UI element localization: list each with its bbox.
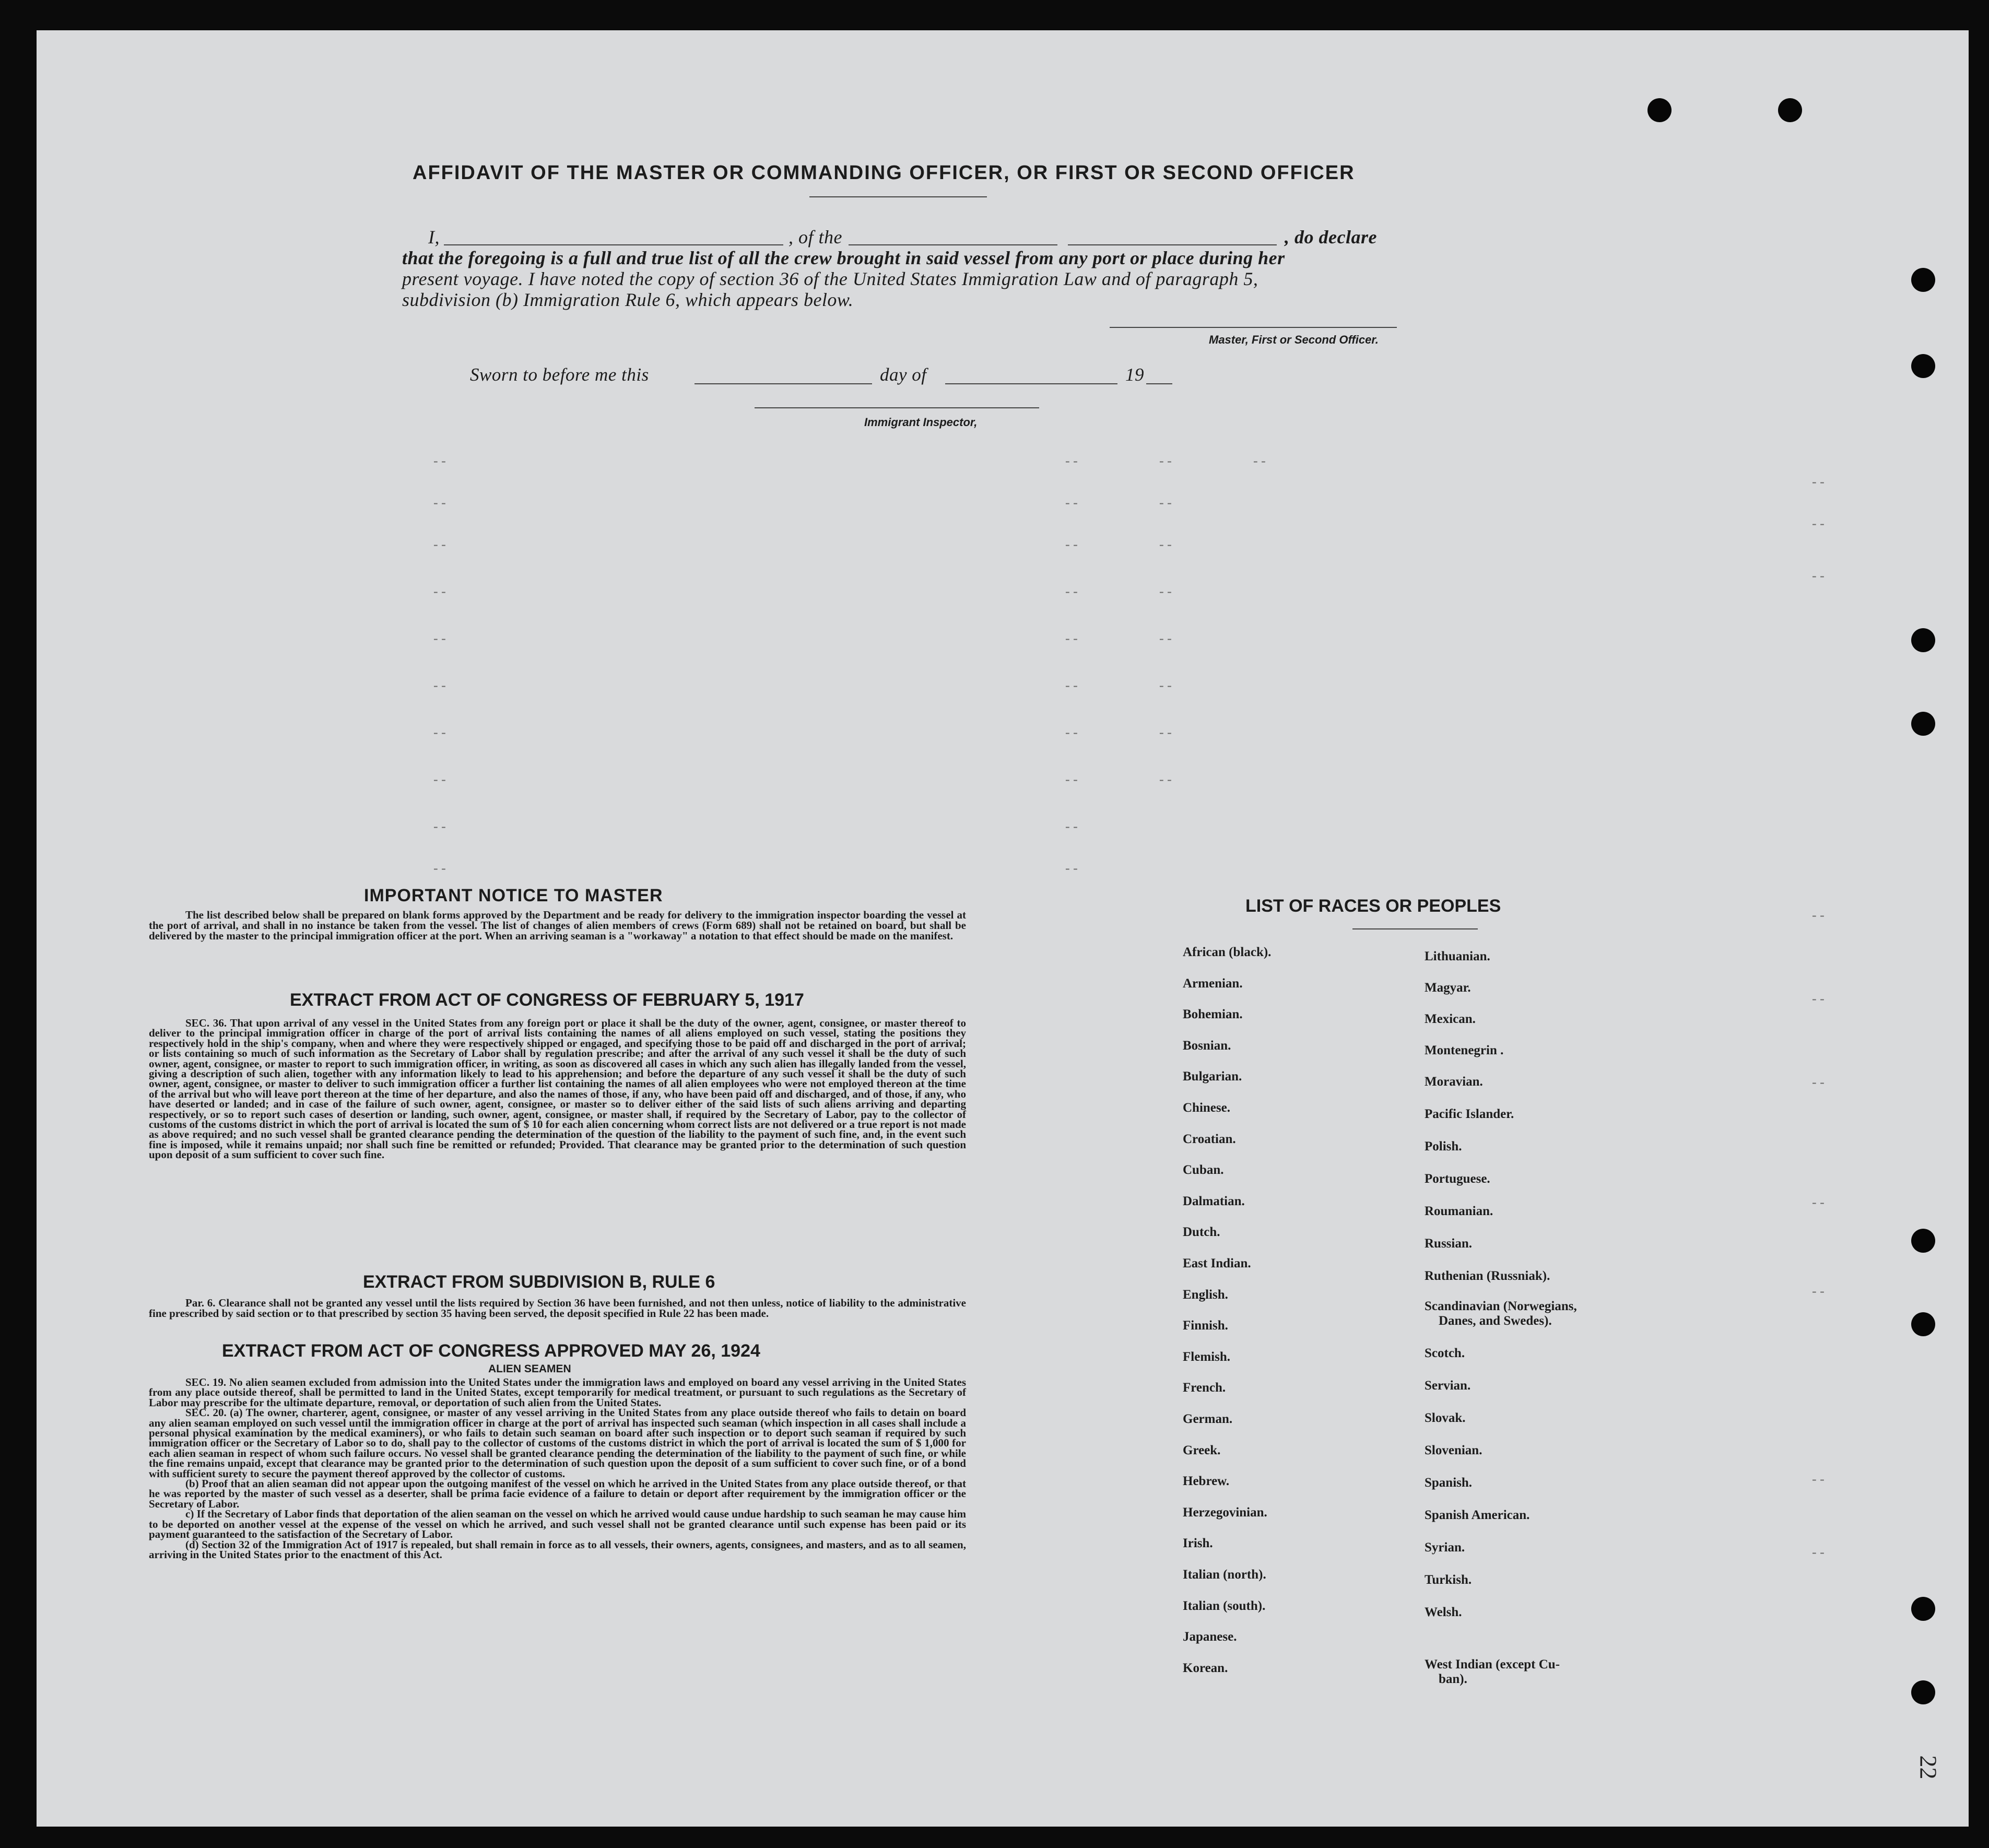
year-label: 19 bbox=[1125, 364, 1144, 385]
race-item: Turkish. bbox=[1425, 1573, 1472, 1587]
declarant-label: I, bbox=[428, 227, 440, 248]
ditto-mark: - - bbox=[1159, 495, 1172, 510]
race-item: African (black). bbox=[1183, 945, 1272, 959]
ditto-mark: - - bbox=[1159, 537, 1172, 552]
ditto-mark: - - bbox=[433, 725, 446, 740]
inspector-caption: Immigrant Inspector, bbox=[864, 416, 978, 429]
alien-seamen-subtitle: ALIEN SEAMEN bbox=[488, 1363, 571, 1375]
vessel-blank-2[interactable] bbox=[1068, 244, 1277, 245]
binder-hole bbox=[1911, 628, 1935, 652]
binder-hole bbox=[1911, 1597, 1935, 1621]
sec20d-paragraph: (d) Section 32 of the Immigration Act of 1917 is repealed, but shall remain in force as to all vessels, their owners, agents, consignees, and masters, and as to all seamen, arriving in the United States prior to the enactment of this Act. bbox=[149, 1538, 966, 1561]
month-blank[interactable] bbox=[945, 383, 1117, 384]
ditto-mark: - - bbox=[1812, 991, 1825, 1006]
ditto-mark: - - bbox=[433, 819, 446, 834]
race-item: ban). bbox=[1439, 1672, 1467, 1686]
ditto-mark: - - bbox=[1065, 725, 1078, 740]
race-item: East Indian. bbox=[1183, 1256, 1251, 1270]
binder-hole bbox=[1911, 1229, 1935, 1253]
ditto-mark: - - bbox=[1812, 1075, 1825, 1090]
year-blank[interactable] bbox=[1146, 383, 1172, 384]
race-item: Italian (north). bbox=[1183, 1568, 1266, 1582]
ditto-mark: - - bbox=[1065, 819, 1078, 834]
race-item: German. bbox=[1183, 1412, 1233, 1426]
sec19-paragraph: SEC. 19. No alien seamen excluded from admission into the United States under the immigration laws and employed on board any vessel arriving in the United States from any place outside thereof, shall be permitted to land in the United States, except temporarily for medical treatment, or pursuant to such regulations as the Secretary of Labor may prescribe for the ultimate departure, removal, or deportation of such alien from the United States. bbox=[149, 1376, 966, 1409]
declaration-line-4: subdivision (b) Immigration Rule 6, which appears below. bbox=[402, 289, 854, 310]
race-item: Korean. bbox=[1183, 1661, 1228, 1675]
ditto-mark: - - bbox=[1065, 631, 1078, 646]
race-item: Bosnian. bbox=[1183, 1038, 1231, 1053]
race-item: Moravian. bbox=[1425, 1075, 1483, 1089]
ditto-mark: - - bbox=[433, 631, 446, 646]
ditto-mark: - - bbox=[1812, 1545, 1825, 1560]
extract-1917-title: EXTRACT FROM ACT OF CONGRESS OF FEBRUARY 5, 1917 bbox=[290, 990, 804, 1010]
sec20a-paragraph: SEC. 20. (a) The owner, charterer, agent, consignee, or master of any vessel arriving in the United States from any place outside thereof who fails to detain on board any alien seaman employed on such vessel until the immigration officer in charge at the port of arrival has inspected such seaman (which inspection in all cases shall include a personal physical examination by the medical examiners), or who fails to detain such seaman on board after such inspection or to deport such seaman if required by such immigration officer or the Secretary of Labor so to do, shall pay to the collector of customs of the customs district in which the port of arrival is located the sum of $ 1,000 for each alien seaman in respect of whom such failure occurs. No vessel shall be granted clearance pending the determination of the liability to the payment of such fine, or while the fine remains unpaid, except that clearance may be granted prior to the determination of such question upon the deposit of a sum sufficient to cover such fine, or of a bond with sufficient surety to secure the payment thereof approved by the collector of customs. bbox=[149, 1406, 966, 1480]
ditto-mark: - - bbox=[1065, 584, 1078, 599]
ditto-mark: - - bbox=[1065, 537, 1078, 552]
race-item: Spanish American. bbox=[1425, 1508, 1530, 1522]
race-item: West Indian (except Cu- bbox=[1425, 1657, 1560, 1672]
race-item: Welsh. bbox=[1425, 1605, 1462, 1619]
race-item: Hebrew. bbox=[1183, 1474, 1230, 1489]
extract-1917-text bbox=[149, 1018, 966, 1160]
ditto-mark: - - bbox=[1065, 453, 1078, 468]
extract-rule6-text bbox=[149, 1298, 966, 1319]
races-underline bbox=[1352, 928, 1478, 929]
race-item: Dutch. bbox=[1183, 1225, 1220, 1240]
binder-hole bbox=[1911, 1312, 1935, 1336]
notice-text bbox=[149, 910, 966, 941]
ditto-mark: - - bbox=[1812, 516, 1825, 531]
ditto-mark: - - bbox=[1159, 772, 1172, 787]
title-underline bbox=[809, 196, 987, 197]
ditto-mark: - - bbox=[1812, 474, 1825, 489]
notice-paragraph: The list described below shall be prepared on blank forms approved by the Department and be ready for delivery to the immigration inspector boarding the vessel at the port of arrival, and shall in no instance be taken from the vessel. The list of changes of alien members of crews (Form 689) shall not be retained on board, but shall be delivered by the master to the principal immigration officer at the port. When an arriving seaman is a "workaway" a notation to that effect should be made on the manifest. bbox=[149, 909, 966, 942]
ditto-mark: - - bbox=[1812, 568, 1825, 583]
races-title: LIST OF RACES OR PEOPLES bbox=[1245, 896, 1501, 916]
race-item: Portuguese. bbox=[1425, 1172, 1490, 1186]
ditto-mark: - - bbox=[1065, 772, 1078, 787]
extract-rule6-title: EXTRACT FROM SUBDIVISION B, RULE 6 bbox=[363, 1272, 715, 1292]
race-item: Irish. bbox=[1183, 1536, 1213, 1551]
race-item: Armenian. bbox=[1183, 976, 1243, 991]
race-item: Pacific Islander. bbox=[1425, 1107, 1514, 1121]
binder-hole bbox=[1778, 98, 1802, 122]
sworn-day-blank[interactable] bbox=[695, 383, 872, 384]
name-blank[interactable] bbox=[444, 244, 783, 245]
extract-1924-text bbox=[149, 1378, 966, 1560]
race-item: Magyar. bbox=[1425, 981, 1471, 995]
ditto-mark: - - bbox=[433, 453, 446, 468]
ditto-mark: - - bbox=[433, 772, 446, 787]
master-signature-line[interactable] bbox=[1110, 327, 1397, 328]
binder-hole bbox=[1911, 712, 1935, 736]
race-item: English. bbox=[1183, 1287, 1228, 1302]
ditto-mark: - - bbox=[1065, 861, 1078, 876]
notice-title: IMPORTANT NOTICE TO MASTER bbox=[364, 886, 663, 905]
race-item: Japanese. bbox=[1183, 1630, 1237, 1644]
ditto-mark: - - bbox=[1065, 495, 1078, 510]
race-item: Montenegrin . bbox=[1425, 1043, 1504, 1057]
sworn-label: Sworn to before me this bbox=[470, 364, 649, 385]
affidavit-title: AFFIDAVIT OF THE MASTER OR COMMANDING OFFICER, OR FIRST OR SECOND OFFICER bbox=[413, 162, 1355, 184]
race-item: Roumanian. bbox=[1425, 1204, 1493, 1218]
race-item: Spanish. bbox=[1425, 1476, 1473, 1490]
race-item: Dalmatian. bbox=[1183, 1194, 1245, 1208]
ditto-mark: - - bbox=[433, 495, 446, 510]
race-item: Chinese. bbox=[1183, 1101, 1230, 1115]
race-item: Bulgarian. bbox=[1183, 1069, 1242, 1084]
vessel-blank-1[interactable] bbox=[849, 244, 1057, 245]
day-of-label: day of bbox=[880, 364, 927, 385]
race-item: Greek. bbox=[1183, 1443, 1221, 1457]
race-item: Mexican. bbox=[1425, 1012, 1476, 1026]
ditto-mark: - - bbox=[1159, 725, 1172, 740]
sec36-paragraph: SEC. 36. That upon arrival of any vessel in the United States from any foreign port or place it shall be the duty of the owner, agent, consignee, or master thereof to deliver to the principal immigration officer in charge of the port of arrival lists containing the names of all aliens employed on such vessel, stating the positions they respectively hold in the ship's company, when and where they were respectively shipped or engaged, and specifying those to be paid off and discharged in the port of arrival; or lists containing so much of such information as the Secretary of Labor shall by regulation prescribe; and after the arrival of any such vessel it shall be the duty of such owner, agent, consignee, or master to report to such immigration officer, in writing, as soon as discovered all cases in which any such alien has illegally landed from the vessel, giving a description of such alien, together with any information likely to lead to his apprehension; and before the departure of any such vessel it shall be the duty of such owner, agent, consignee, or master to deliver to such immigration officer a further list containing the names of all alien employees who were not employed thereon at the time of the arrival but who will leave port thereon at the time of her departure, and also the names of those, if any, who have been paid off and discharged, and of those, if any, who have deserted or landed; and in case of the failure of such owner, agent, consignee, or master so to deliver either of the said lists of such aliens arriving and departing respectively, or so to report such cases of desertion or landing, such owner, agent, consignee, or master shall, if required by the Secretary of Labor, pay to the collector of customs of the customs district in which the port of arrival is located the sum of $ 10 for each alien concerning whom correct lists are not delivered or a true report is not made as above required; and no such vessel shall be granted clearance pending the determination of the question of the liability to the payment of such fine, and, in the event such fine is imposed, while it remains unpaid; nor shall such fine be remitted or refunded; Provided. That clearance may be granted prior to the determination of such question upon deposit of a sum sufficient to cover such fine. bbox=[149, 1017, 966, 1161]
race-item: Russian. bbox=[1425, 1237, 1473, 1251]
race-item: Lithuanian. bbox=[1425, 949, 1490, 963]
ditto-mark: - - bbox=[1812, 1472, 1825, 1487]
sec20b-paragraph: (b) Proof that an alien seaman did not appear upon the outgoing manifest of the vessel on which he arrived in the United States from any place outside thereof, or that he was reported by the master of such vessel as a deserter, shall be prima facie evidence of a failure to detain or deport after requirement by the immigration officer or the Secretary of Labor. bbox=[149, 1477, 966, 1510]
ditto-mark: - - bbox=[1159, 453, 1172, 468]
race-item: Ruthenian (Russniak). bbox=[1425, 1269, 1550, 1283]
race-item: French. bbox=[1183, 1381, 1226, 1395]
ditto-mark: - - bbox=[1812, 1195, 1825, 1210]
race-item: Polish. bbox=[1425, 1139, 1462, 1153]
ditto-mark: - - bbox=[1159, 678, 1172, 693]
race-item: Herzegovinian. bbox=[1183, 1505, 1267, 1520]
binder-hole bbox=[1911, 354, 1935, 378]
declaration-line-2: that the foregoing is a full and true list of all the crew brought in said vessel from any port or place during her bbox=[402, 248, 1285, 268]
declare-label: , do declare bbox=[1285, 227, 1377, 248]
race-item: Italian (south). bbox=[1183, 1598, 1266, 1613]
race-item: Finnish. bbox=[1183, 1319, 1228, 1333]
race-item: Croatian. bbox=[1183, 1132, 1236, 1146]
race-item: Bohemian. bbox=[1183, 1007, 1243, 1022]
ditto-mark: - - bbox=[1159, 584, 1172, 599]
inspector-signature-line[interactable] bbox=[755, 407, 1039, 408]
ditto-mark: - - bbox=[1159, 631, 1172, 646]
sec20c-paragraph: c) If the Secretary of Labor finds that deportation of the alien seaman on the vessel on which he arrived would cause undue hardship to such seaman he may cause him to be deported on another vessel at the expense of the vessel on which he arrived, and such vessel shall not be granted clearance until such expense has been paid or its payment guaranteed to the satisfaction of the Secretary of Labor. bbox=[149, 1508, 966, 1541]
race-item: Scotch. bbox=[1425, 1346, 1465, 1360]
declaration-line-1 bbox=[428, 226, 440, 248]
binder-hole bbox=[1647, 98, 1672, 122]
document-page bbox=[37, 30, 1969, 1827]
race-item: Danes, and Swedes). bbox=[1439, 1314, 1552, 1328]
ditto-mark: - - bbox=[433, 584, 446, 599]
binder-hole bbox=[1911, 1680, 1935, 1704]
ditto-mark: - - bbox=[433, 537, 446, 552]
ditto-mark: - - bbox=[433, 678, 446, 693]
ditto-mark: - - bbox=[1253, 453, 1266, 468]
page-number: 22 bbox=[1915, 1755, 1942, 1780]
ditto-mark: - - bbox=[1812, 1284, 1825, 1299]
binder-hole bbox=[1911, 268, 1935, 292]
race-item: Flemish. bbox=[1183, 1349, 1230, 1364]
par6-paragraph: Par. 6. Clearance shall not be granted any vessel until the lists required by Section 36 have been furnished, and not then unless, notice of liability to the administrative fine prescribed by said section or to that prescribed by section 35 having been served, the deposit specified in Rule 22 has been made. bbox=[149, 1297, 966, 1320]
master-caption: Master, First or Second Officer. bbox=[1209, 333, 1379, 346]
race-item: Scandinavian (Norwegians, bbox=[1425, 1299, 1577, 1313]
race-item: Cuban. bbox=[1183, 1163, 1224, 1178]
ditto-mark: - - bbox=[1065, 678, 1078, 693]
ditto-mark: - - bbox=[1812, 908, 1825, 923]
declaration-line-3: present voyage. I have noted the copy of section 36 of the United States Immigration Law and of paragraph 5, bbox=[402, 268, 1258, 289]
race-item: Slovenian. bbox=[1425, 1443, 1482, 1457]
race-item: Servian. bbox=[1425, 1379, 1471, 1393]
race-item: Slovak. bbox=[1425, 1411, 1466, 1425]
ditto-mark: - - bbox=[433, 861, 446, 876]
race-item: Syrian. bbox=[1425, 1540, 1465, 1555]
extract-1924-title: EXTRACT FROM ACT OF CONGRESS APPROVED MAY 26, 1924 bbox=[222, 1341, 760, 1361]
vessel-label: , of the bbox=[788, 227, 842, 248]
